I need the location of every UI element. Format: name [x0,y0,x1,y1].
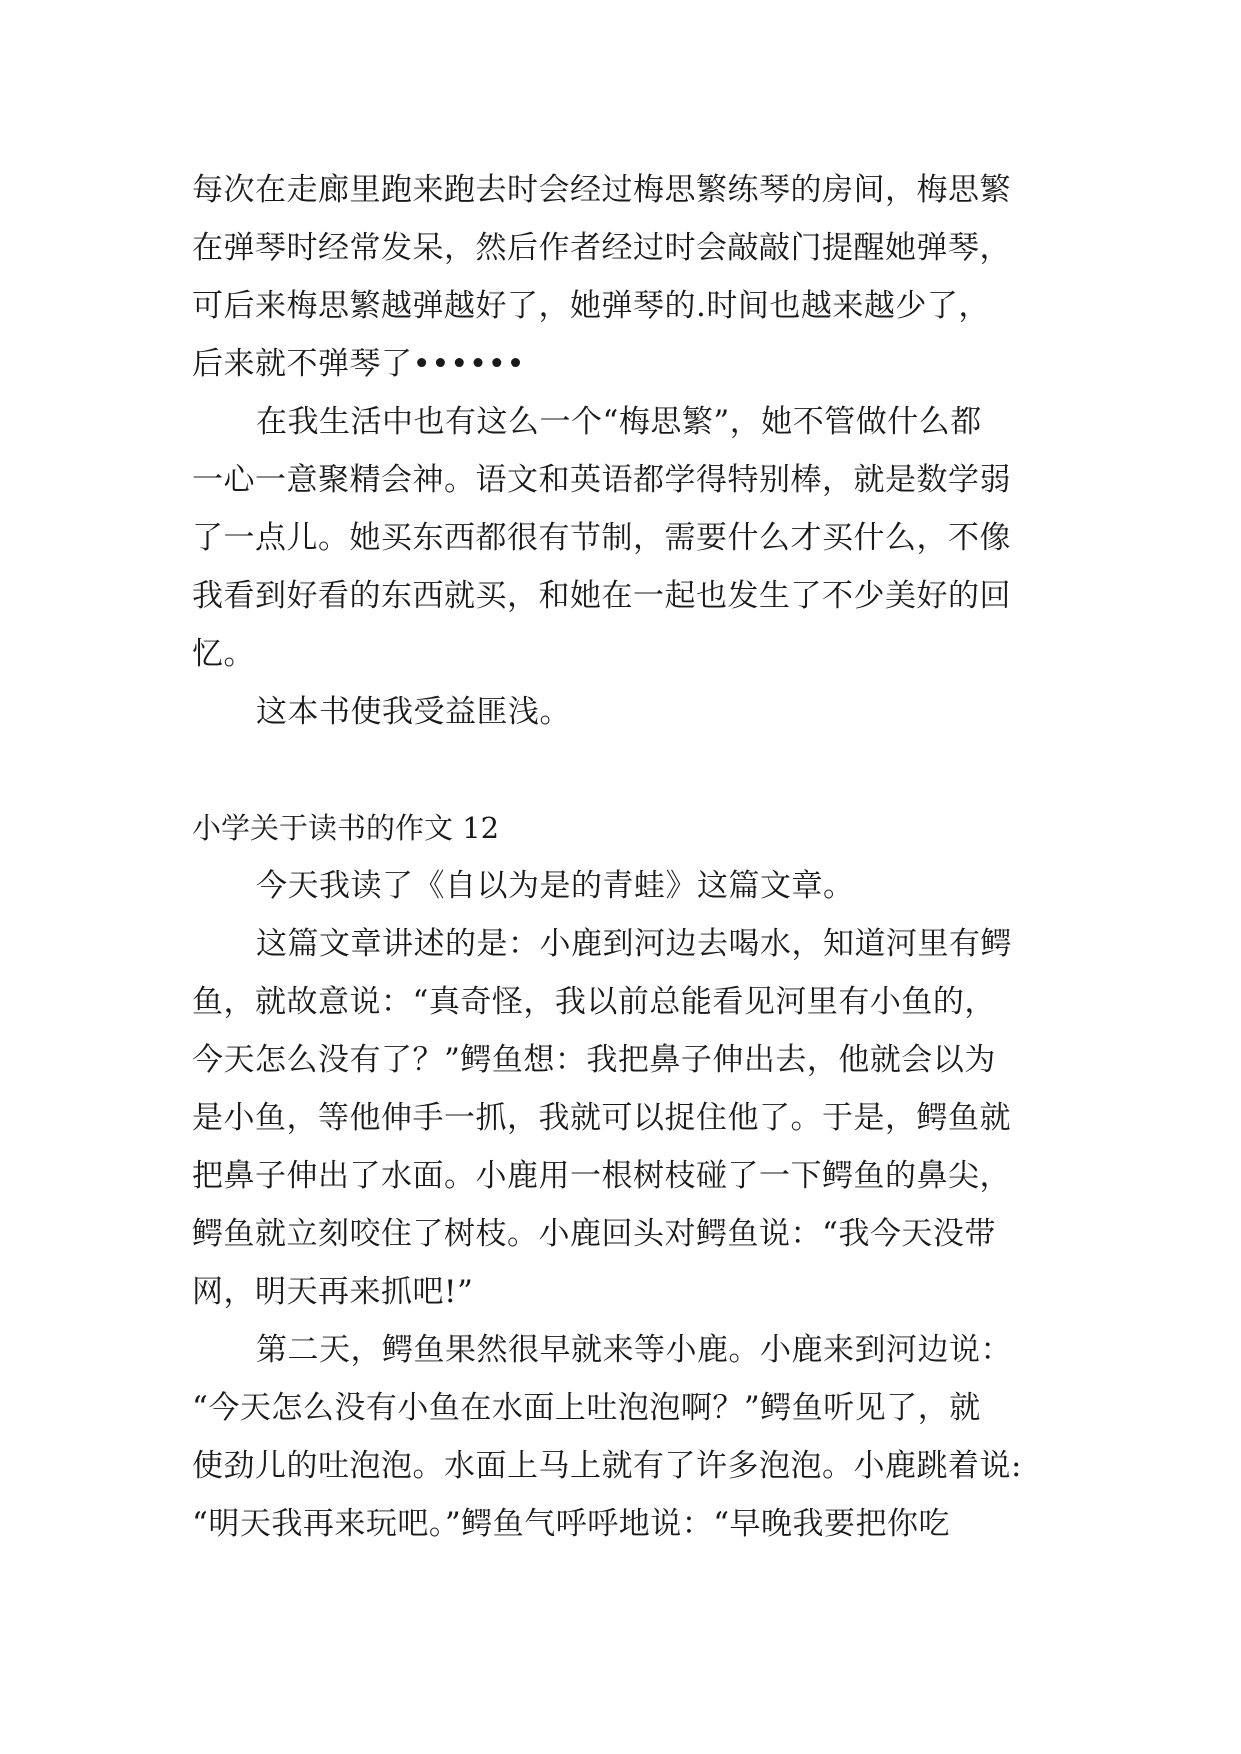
text-line: 网，明天再来抓吧!” [192,1274,474,1310]
paragraph-first-line: 第二天，鳄鱼果然很早就来等小鹿。小鹿来到河边说： [256,1332,1012,1368]
paragraph-first-line: 这篇文章讲述的是：小鹿到河边去喝水，知道河里有鳄 [256,926,1012,962]
text-line: 在弹琴时经常发呆，然后作者经过时会敲敲门提醒她弹琴， [192,230,1011,266]
text-line: 今天怎么没有了？”鳄鱼想：我把鼻子伸出去，他就会以为 [192,1042,996,1078]
text-line: 是小鱼，等他伸手一抓，我就可以捉住他了。于是，鳄鱼就 [192,1100,1011,1136]
paragraph-first-line: 这本书使我受益匪浅。 [256,694,571,730]
text-line: 鱼，就故意说：“真奇怪，我以前总能看见河里有小鱼的， [192,984,996,1020]
section-heading: 小学关于读书的作文 12 [192,811,500,845]
text-line: 忆。 [192,636,255,672]
paragraph-first-line: 在我生活中也有这么一个“梅思繁”，她不管做什么都 [256,404,982,440]
text-line: 后来就不弹琴了•••••• [192,346,526,382]
text-line: 把鼻子伸出了水面。小鹿用一根树枝碰了一下鳄鱼的鼻尖， [192,1158,1011,1194]
text-line: 了一点儿。她买东西都很有节制，需要什么才买什么，不像 [192,520,1011,556]
text-line: 使劲儿的吐泡泡。水面上马上就有了许多泡泡。小鹿跳着说: [192,1448,1022,1484]
text-line: “今天怎么没有小鱼在水面上吐泡泡啊？”鳄鱼听见了，就 [192,1390,981,1426]
text-line: 我看到好看的东西就买，和她在一起也发生了不少美好的回 [192,578,1011,614]
text-line: 每次在走廊里跑来跑去时会经过梅思繁练琴的房间，梅思繁 [192,172,1011,208]
paragraph-first-line: 今天我读了《自以为是的青蛙》这篇文章。 [256,868,855,904]
text-line: 鳄鱼就立刻咬住了树枝。小鹿回头对鳄鱼说：“我今天没带 [192,1216,996,1252]
text-line: “明天我再来玩吧。”鳄鱼气呼呼地说：“早晚我要把你吃 [192,1506,951,1542]
text-line: 一心一意聚精会神。语文和英语都学得特别棒，就是数学弱 [192,462,1011,498]
text-line: 可后来梅思繁越弹越好了，她弹琴的.时间也越来越少了， [192,288,990,324]
